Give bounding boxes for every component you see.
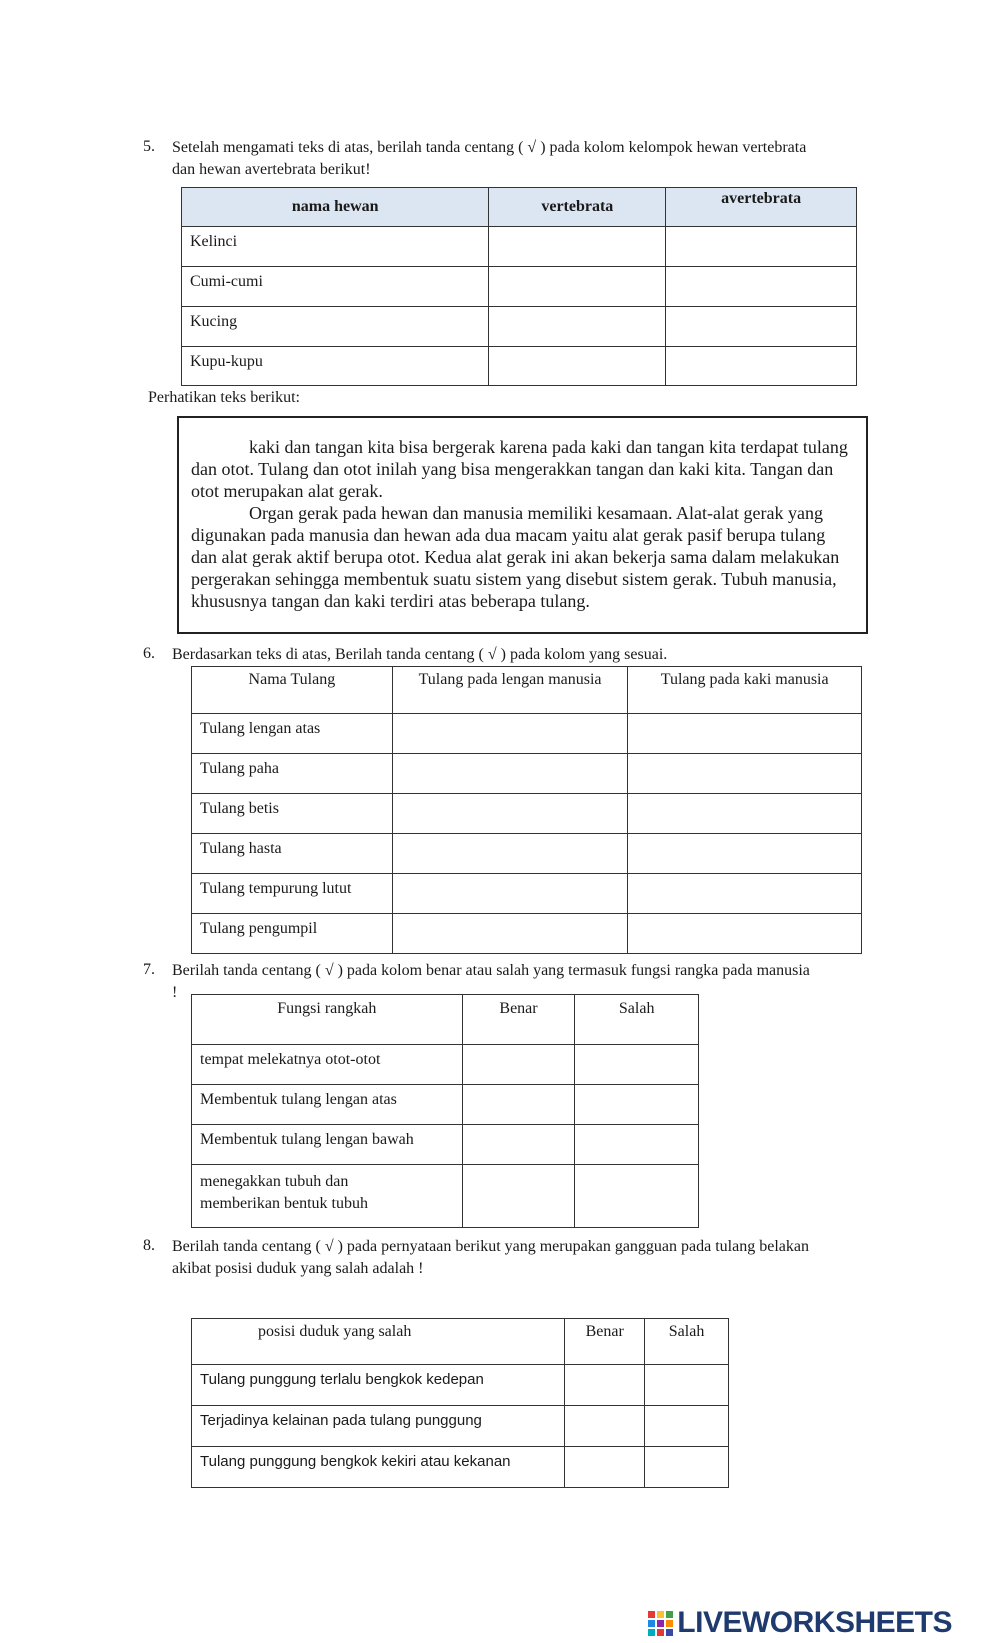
q5-table <box>181 187 857 386</box>
q7-row-label: menegakkan tubuh dan memberikan bentuk tubuh <box>200 1173 368 1212</box>
q7-instruction-line2: ! <box>172 984 178 1001</box>
q8-header-row <box>192 1319 729 1365</box>
logo-square <box>657 1629 664 1636</box>
q7-check-salah[interactable] <box>575 1085 699 1125</box>
q6-check-arm[interactable] <box>392 754 628 794</box>
liveworksheets-logo <box>648 1606 952 1640</box>
q5-check-avertebrata[interactable] <box>666 227 857 267</box>
logo-square <box>648 1620 655 1627</box>
q5-check-vertebrata[interactable] <box>489 307 666 347</box>
q6-row-label: Tulang hasta <box>200 840 282 857</box>
q6-row-label: Tulang tempurung lutut <box>200 880 352 897</box>
q6-check-arm[interactable] <box>392 714 628 754</box>
q8-instruction-line2: akibat posisi duduk yang salah adalah ! <box>172 1260 424 1277</box>
q5-row-label: Kelinci <box>190 233 238 250</box>
q8-check-benar[interactable] <box>565 1406 645 1447</box>
logo-square <box>657 1620 664 1627</box>
q8-number: 8. <box>143 1237 155 1254</box>
q5-check-avertebrata[interactable] <box>666 307 857 347</box>
q6-number: 6. <box>143 645 155 662</box>
q5-row-label: Kupu-kupu <box>190 353 263 370</box>
table-row <box>192 914 862 954</box>
q7-row-label: Membentuk tulang lengan atas <box>200 1091 397 1108</box>
q7-number: 7. <box>143 961 155 978</box>
q7-check-benar[interactable] <box>462 1045 575 1085</box>
q6-check-leg[interactable] <box>628 874 862 914</box>
table-row <box>192 754 862 794</box>
q8-instruction <box>172 1236 882 1280</box>
q7-header-benar: Benar <box>499 1000 538 1017</box>
q7-header-salah: Salah <box>618 1000 655 1017</box>
table-row <box>192 1125 699 1165</box>
table-row <box>192 874 862 914</box>
q6-check-leg[interactable] <box>628 754 862 794</box>
q7-row-label: Membentuk tulang lengan bawah <box>200 1131 414 1148</box>
q5-header-row <box>182 188 857 227</box>
q7-check-benar[interactable] <box>462 1125 575 1165</box>
table-row <box>182 227 857 267</box>
q6-instruction: Berdasarkan teks di atas, Berilah tanda centang ( √ ) pada kolom yang sesuai. <box>172 646 668 663</box>
q6-check-arm[interactable] <box>392 834 628 874</box>
q7-check-benar[interactable] <box>462 1085 575 1125</box>
q6-check-leg[interactable] <box>628 714 862 754</box>
q6-row-label: Tulang lengan atas <box>200 720 321 737</box>
table-row <box>192 1045 699 1085</box>
q7-check-salah[interactable] <box>575 1125 699 1165</box>
q8-check-salah[interactable] <box>645 1365 729 1406</box>
q6-row-label: Tulang paha <box>200 760 279 777</box>
q5-check-vertebrata[interactable] <box>489 267 666 307</box>
q8-check-benar[interactable] <box>565 1365 645 1406</box>
q8-row-label: Terjadinya kelainan pada tulang punggung <box>200 1412 482 1429</box>
table-row <box>192 1447 729 1488</box>
q6-table <box>191 666 862 954</box>
table-row <box>182 267 857 307</box>
q8-row-label: Tulang punggung terlalu bengkok kedepan <box>200 1371 484 1388</box>
q6-check-leg[interactable] <box>628 834 862 874</box>
table-row <box>192 794 862 834</box>
q6-header-name: Nama Tulang <box>248 671 336 688</box>
reading-paragraph-2: Organ gerak pada hewan dan manusia memiliki kesamaan. Alat-alat gerak yang digunakan pada manusia dan hewan ada dua macam yaitu alat gerak pasif berupa tulang dan alat gerak aktif berupa otot. Kedua alat gerak ini akan bekerja sama dalam melakukan pergerakan sehingga membentuk suatu sistem yang disebut sistem gerak. Tubuh manusia, khususnya tangan dan kaki terdiri atas beberapa tulang. <box>191 503 840 611</box>
q6-header-row <box>192 667 862 714</box>
q6-row-label: Tulang pengumpil <box>200 920 318 937</box>
logo-square <box>666 1629 673 1636</box>
table-row <box>182 347 857 386</box>
q8-table <box>191 1318 729 1488</box>
reading-intro: Perhatikan teks berikut: <box>148 389 300 406</box>
q7-instruction-line1: Berilah tanda centang ( √ ) pada kolom benar atau salah yang termasuk fungsi rangka pada manusia <box>172 962 810 979</box>
q6-header-arm: Tulang pada lengan manusia <box>418 671 602 688</box>
reading-passage-box <box>177 416 868 634</box>
q5-header-avertebrata: avertebrata <box>666 188 857 227</box>
q5-instruction-line2: dan hewan avertebrata berikut! <box>172 161 371 178</box>
q6-row-label: Tulang betis <box>200 800 279 817</box>
q8-header-salah: Salah <box>668 1323 705 1340</box>
q5-row-label: Kucing <box>190 313 238 330</box>
q5-number: 5. <box>143 138 155 155</box>
q6-header-leg: Tulang pada kaki manusia <box>660 671 829 688</box>
q8-header-position: posisi duduk yang salah <box>258 1323 412 1340</box>
q5-instruction <box>172 137 872 181</box>
logo-square <box>666 1611 673 1618</box>
q7-check-salah[interactable] <box>575 1045 699 1085</box>
q8-header-benar: Benar <box>585 1323 624 1340</box>
logo-square <box>648 1611 655 1618</box>
table-row <box>192 714 862 754</box>
q5-check-avertebrata[interactable] <box>666 347 857 386</box>
q8-row-label: Tulang punggung bengkok kekiri atau kekanan <box>200 1453 511 1470</box>
logo-grid-icon <box>648 1611 673 1636</box>
q6-check-arm[interactable] <box>392 794 628 834</box>
table-row <box>192 834 862 874</box>
q8-check-benar[interactable] <box>565 1447 645 1488</box>
logo-square <box>666 1620 673 1627</box>
q6-check-arm[interactable] <box>392 874 628 914</box>
q7-header-function: Fungsi rangkah <box>277 1000 377 1017</box>
q7-check-salah[interactable] <box>575 1165 699 1228</box>
q8-check-salah[interactable] <box>645 1406 729 1447</box>
q5-check-vertebrata[interactable] <box>489 227 666 267</box>
q5-row-label: Cumi-cumi <box>190 273 263 290</box>
q7-row-label: tempat melekatnya otot-otot <box>200 1051 381 1068</box>
q5-instruction-line1: Setelah mengamati teks di atas, berilah tanda centang ( √ ) pada kolom kelompok hewan vertebrata <box>172 139 807 156</box>
q8-instruction-line1: Berilah tanda centang ( √ ) pada pernyataan berikut yang merupakan gangguan pada tulang belakan <box>172 1238 809 1255</box>
q7-header-row <box>192 995 699 1045</box>
q5-header-name: nama hewan <box>182 188 489 227</box>
q8-check-salah[interactable] <box>645 1447 729 1488</box>
q5-check-vertebrata[interactable] <box>489 347 666 386</box>
reading-paragraph-1: kaki dan tangan kita bisa bergerak karena pada kaki dan tangan kita terdapat tulang dan otot. Tulang dan otot inilah yang bisa mengerakkan tangan dan kaki kita. Tangan dan otot merupakan alat gerak. <box>191 437 848 501</box>
logo-square <box>657 1611 664 1618</box>
brand-name: LIVEWORKSHEETS <box>677 1606 952 1639</box>
table-row <box>192 1165 699 1228</box>
q6-check-leg[interactable] <box>628 914 862 954</box>
q6-check-leg[interactable] <box>628 794 862 834</box>
table-row <box>192 1365 729 1406</box>
q7-check-benar[interactable] <box>462 1165 575 1228</box>
q5-check-avertebrata[interactable] <box>666 267 857 307</box>
table-row <box>182 307 857 347</box>
q7-table <box>191 994 699 1228</box>
q5-header-vertebrata: vertebrata <box>489 188 666 227</box>
table-row <box>192 1085 699 1125</box>
table-row <box>192 1406 729 1447</box>
q6-check-arm[interactable] <box>392 914 628 954</box>
logo-square <box>648 1629 655 1636</box>
